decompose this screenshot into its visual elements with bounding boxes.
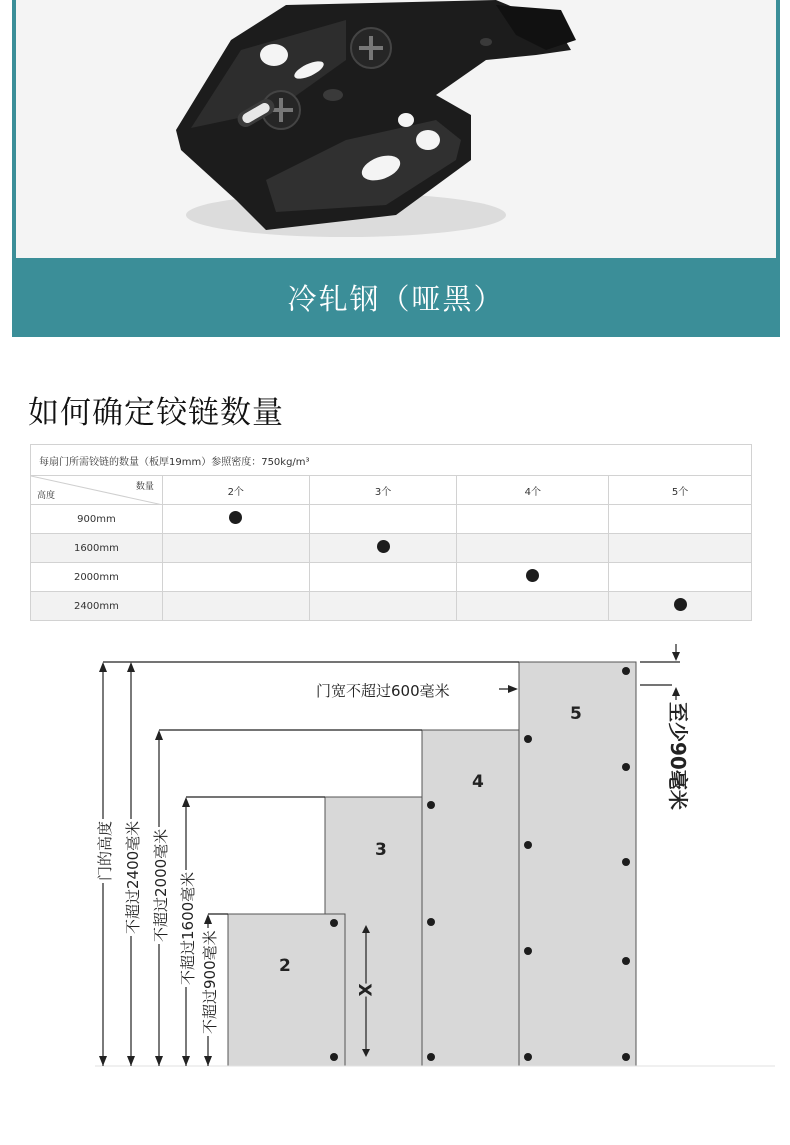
label-max-1600: 不超过1600毫米 — [179, 871, 197, 985]
column-header: 5个 — [609, 476, 752, 505]
table-cell — [162, 534, 309, 563]
panel-label-5: 5 — [570, 704, 582, 724]
label-max-2400: 不超过2400毫米 — [124, 820, 142, 934]
label-max-900: 不超过900毫米 — [201, 930, 219, 1034]
label-door-height: 门的高度 — [96, 820, 114, 881]
label-max-width: 门宽不超过600毫米 — [313, 680, 453, 701]
table-cell — [162, 505, 309, 534]
table-cell — [309, 592, 457, 621]
table-row — [31, 505, 752, 534]
hinge-count-marker — [674, 598, 687, 611]
product-banner — [12, 0, 780, 337]
column-header: 2个 — [162, 476, 309, 505]
table-row — [31, 534, 752, 563]
table-cell — [309, 505, 457, 534]
label-max-2000: 不超过2000毫米 — [152, 828, 170, 942]
row-height: 1600mm — [31, 534, 163, 563]
product-caption: 冷轧钢（哑黑） — [287, 282, 505, 316]
table-cell — [609, 592, 752, 621]
table-caption: 每扇门所需铰链的数量（板厚19mm）参照密度：750kg/m³ — [31, 445, 752, 476]
panel-label-4: 4 — [472, 772, 484, 792]
table-row — [31, 592, 752, 621]
column-header: 4个 — [457, 476, 609, 505]
panel-label-2: 2 — [279, 956, 291, 976]
table-cell — [309, 534, 457, 563]
hinge-count-marker — [229, 511, 242, 524]
table-cell — [162, 592, 309, 621]
row-height: 2000mm — [31, 563, 163, 592]
door-panel-2-front — [228, 914, 345, 1066]
hinge-quantity-table — [30, 444, 752, 621]
table-cell — [457, 563, 609, 592]
panel-label-3: 3 — [375, 840, 387, 860]
hinge-illustration — [16, 0, 776, 258]
x-dimension-label: X — [356, 983, 377, 997]
table-cell — [457, 505, 609, 534]
section-title: 如何确定铰链数量 — [28, 395, 284, 431]
corner-label-height: 高度 — [37, 491, 56, 501]
table-cell — [609, 505, 752, 534]
corner-label-quantity: 数量 — [135, 482, 154, 492]
table-cell — [457, 592, 609, 621]
table-row — [31, 563, 752, 592]
table-corner-cell — [31, 476, 163, 505]
table-cell — [457, 534, 609, 563]
table-cell — [609, 534, 752, 563]
table-cell — [609, 563, 752, 592]
hinge-placement-diagram — [0, 640, 790, 1100]
row-height: 900mm — [31, 505, 163, 534]
hinge-count-marker — [377, 540, 390, 553]
label-min-90: 至少90毫米 — [666, 702, 690, 810]
row-height: 2400mm — [31, 592, 163, 621]
hinge-photo — [16, 0, 776, 258]
table-cell — [162, 563, 309, 592]
table-cell — [309, 563, 457, 592]
column-header: 3个 — [309, 476, 457, 505]
hinge-count-marker — [526, 569, 539, 582]
